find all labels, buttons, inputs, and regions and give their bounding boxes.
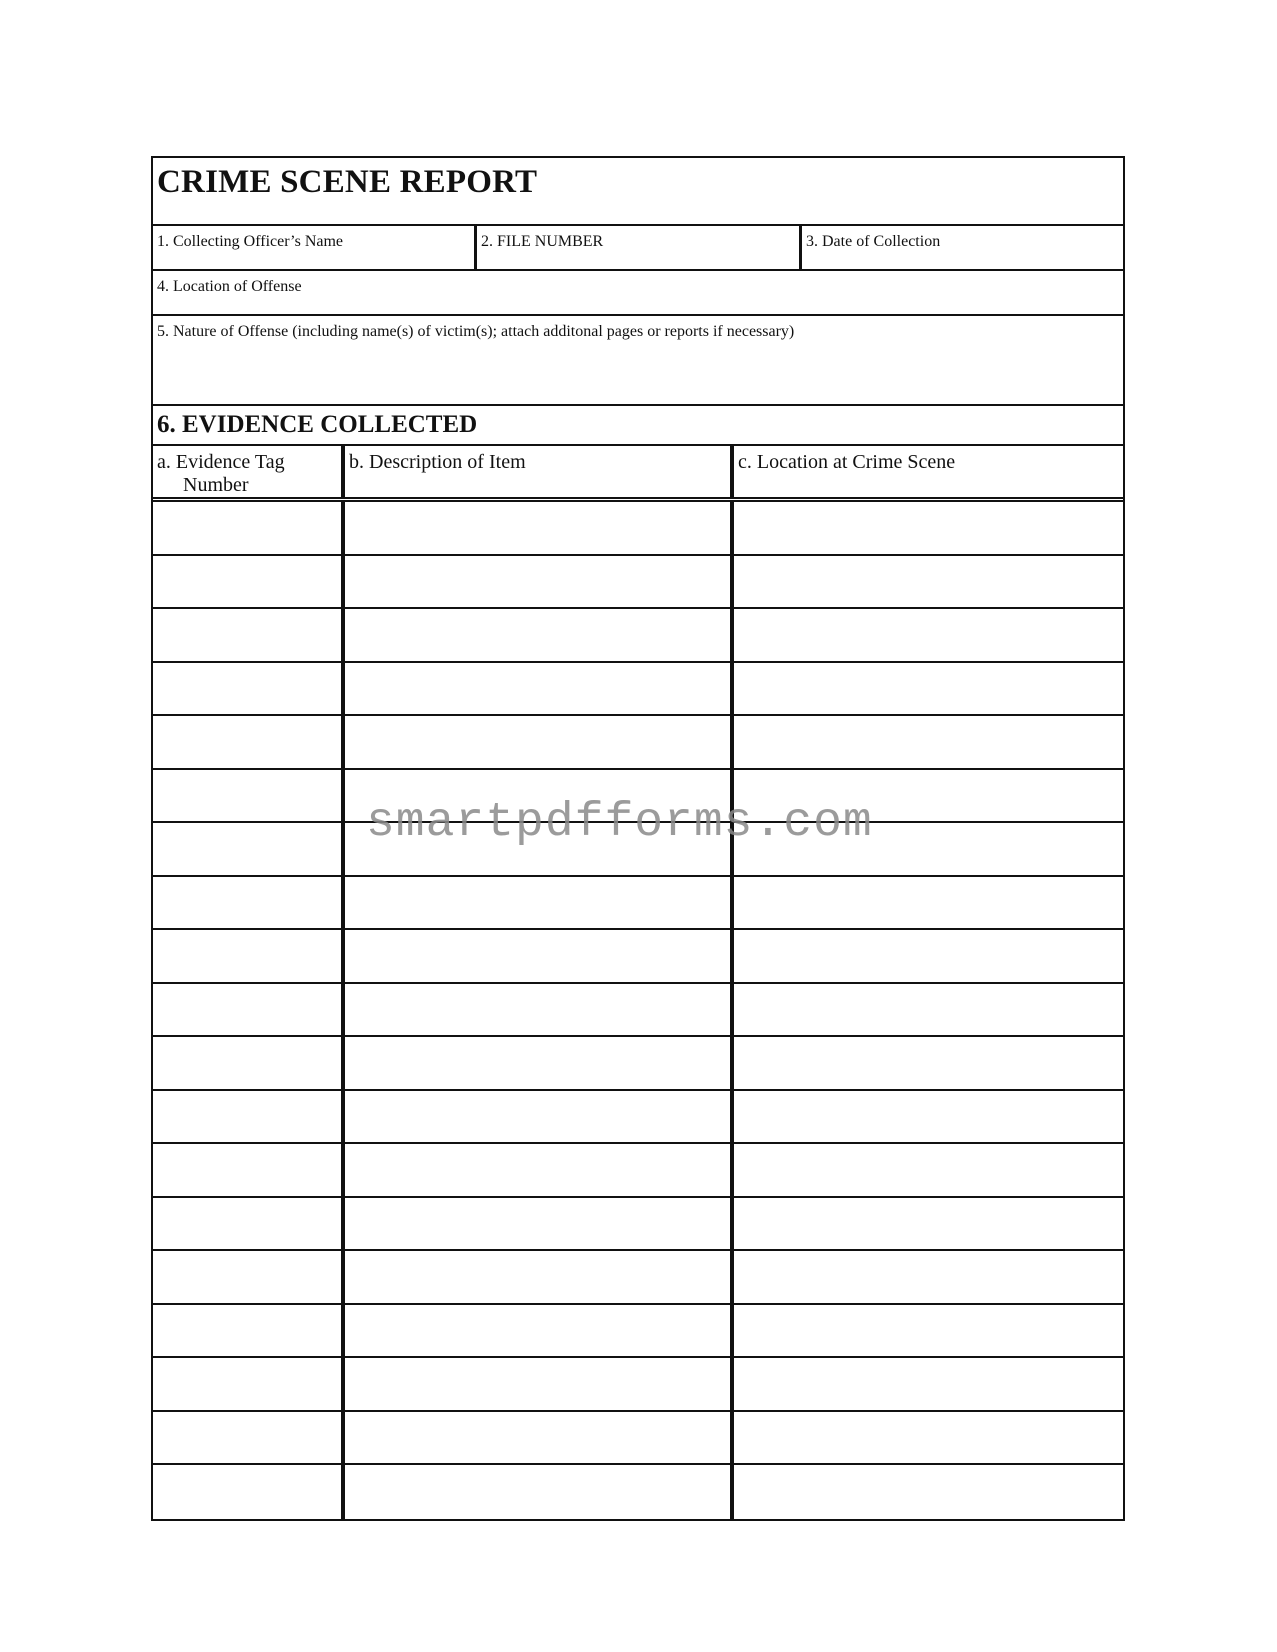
date-of-collection-field[interactable] [802,226,1123,269]
location-cell[interactable] [734,1198,1123,1250]
description-cell[interactable] [345,502,734,554]
file-number-label: 2. FILE NUMBER [481,233,604,250]
description-cell[interactable] [345,609,734,661]
evidence-tag-cell[interactable] [153,716,345,768]
location-cell[interactable] [734,877,1123,929]
description-cell[interactable] [345,663,734,715]
description-cell[interactable] [345,877,734,929]
location-cell[interactable] [734,1305,1123,1357]
location-cell[interactable] [734,556,1123,608]
evidence-tag-cell[interactable] [153,984,345,1036]
location-column-label: c. Location at Crime Scene [738,451,956,473]
location-cell[interactable] [734,502,1123,554]
location-cell[interactable] [734,716,1123,768]
evidence-row [153,1037,1123,1091]
evidence-tag-cell[interactable] [153,930,345,982]
nature-of-offense-label: 5. Nature of Offense (including name(s) of victim(s); attach additonal pages or reports if necessary) [157,323,795,340]
evidence-row [153,1412,1123,1466]
evidence-tag-cell[interactable] [153,1198,345,1250]
evidence-row [153,716,1123,770]
location-cell[interactable] [734,1358,1123,1410]
location-cell[interactable] [734,1465,1123,1519]
file-number-field[interactable] [477,226,802,269]
evidence-row [153,1251,1123,1305]
description-cell[interactable] [345,1305,734,1357]
column-header-location [734,446,1123,497]
evidence-row [153,1358,1123,1412]
date-of-collection-label: 3. Date of Collection [806,233,941,250]
location-cell[interactable] [734,663,1123,715]
nature-of-offense-field[interactable] [153,316,1123,406]
description-cell[interactable] [345,984,734,1036]
officer-name-field[interactable] [153,226,477,269]
description-column-label: b. Description of Item [349,451,526,473]
tag-column-label [157,451,337,497]
evidence-row [153,1465,1123,1519]
evidence-tag-cell[interactable] [153,877,345,929]
evidence-row [153,556,1123,610]
evidence-tag-cell[interactable] [153,1091,345,1143]
description-cell[interactable] [345,1251,734,1303]
officer-name-label: 1. Collecting Officer’s Name [157,233,344,250]
location-cell[interactable] [734,1144,1123,1196]
watermark: smartpdfforms.com [366,796,873,850]
evidence-row [153,1091,1123,1145]
evidence-tag-cell[interactable] [153,1358,345,1410]
description-cell[interactable] [345,1465,734,1519]
location-cell[interactable] [734,984,1123,1036]
description-cell[interactable] [345,716,734,768]
form-title: CRIME SCENE REPORT [157,164,538,200]
evidence-row [153,663,1123,717]
evidence-row [153,930,1123,984]
evidence-tag-cell[interactable] [153,663,345,715]
location-of-offense-label: 4. Location of Offense [157,278,302,295]
evidence-tag-cell[interactable] [153,556,345,608]
evidence-tag-cell[interactable] [153,609,345,661]
description-cell[interactable] [345,1037,734,1089]
evidence-column-headers [153,446,1123,502]
location-cell[interactable] [734,609,1123,661]
location-cell[interactable] [734,1412,1123,1464]
evidence-row [153,1305,1123,1359]
evidence-row [153,502,1123,556]
evidence-tag-cell[interactable] [153,1251,345,1303]
evidence-row [153,609,1123,663]
tag-column-label-line2: Number [183,474,249,496]
header-fields-row [153,226,1123,271]
location-cell[interactable] [734,1091,1123,1143]
evidence-tag-cell[interactable] [153,823,345,875]
evidence-tag-cell[interactable] [153,1037,345,1089]
location-cell[interactable] [734,1037,1123,1089]
evidence-table-body [153,502,1123,1519]
evidence-row [153,1198,1123,1252]
description-cell[interactable] [345,1144,734,1196]
evidence-tag-cell[interactable] [153,770,345,822]
location-cell[interactable] [734,930,1123,982]
tag-column-label-line1: a. Evidence Tag [157,451,285,473]
description-cell[interactable] [345,1091,734,1143]
evidence-tag-cell[interactable] [153,502,345,554]
title-row [153,158,1123,226]
description-cell[interactable] [345,1198,734,1250]
evidence-tag-cell[interactable] [153,1465,345,1519]
evidence-tag-cell[interactable] [153,1305,345,1357]
column-header-tag [153,446,345,497]
description-cell[interactable] [345,1358,734,1410]
description-cell[interactable] [345,930,734,982]
evidence-row [153,877,1123,931]
description-cell[interactable] [345,1412,734,1464]
location-of-offense-field[interactable] [153,271,1123,316]
evidence-tag-cell[interactable] [153,1412,345,1464]
column-header-description [345,446,734,497]
evidence-section-title: 6. EVIDENCE COLLECTED [157,411,478,438]
evidence-row [153,984,1123,1038]
evidence-row [153,1144,1123,1198]
description-cell[interactable] [345,556,734,608]
evidence-tag-cell[interactable] [153,1144,345,1196]
evidence-section-header [153,406,1123,446]
location-cell[interactable] [734,1251,1123,1303]
